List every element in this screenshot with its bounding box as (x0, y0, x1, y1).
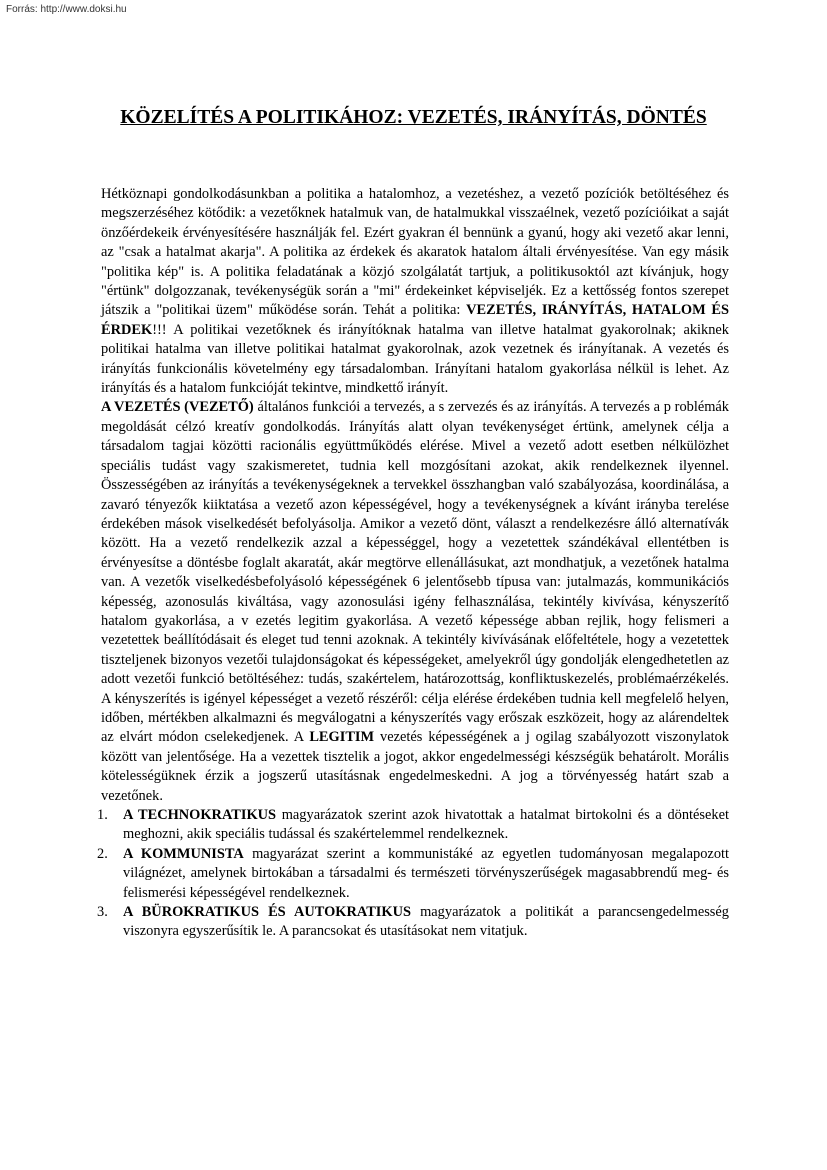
list-item (97, 903, 729, 942)
list-item-text: magyarázatok a politikát a parancsengedelmesség viszonyra egyszerűsítik le. A parancsokat és utasításokat nem vitatjuk. (123, 904, 729, 940)
list-number: 3. (97, 904, 108, 921)
paragraph-intro (101, 185, 729, 398)
paragraph-leadership (101, 398, 729, 806)
list-number: 2. (97, 845, 108, 862)
emphasis-text: A VEZETÉS (VEZETŐ) (101, 399, 254, 416)
paragraph-text: !!! A politikai vezetőknek és irányítóknak hatalma van illetve hatalmat gyakorolnak; akiknek politikai hatalma van illetve politikai hatalmat gyakorolnak, azok vezetnek és irányítanak. A vezetés és irányítás funkcionális követelmény egy társadalomban. Irányítani hatalom gyakorlása nélkül is lehet. Az irányítás és a hatalom funkcióját tekintve, mindkettő irányít. (101, 321, 729, 397)
explanations-list (97, 806, 730, 942)
list-item (97, 806, 729, 845)
list-number: 1. (97, 807, 108, 823)
emphasis-text: LEGITIM (309, 729, 375, 746)
paragraph-text: Hétköznapi gondolkodásunkban a politika a hatalomhoz, a vezetéshez, a vezető pozíciók betöltéséhez és megszerzéséhez kötődik: a vezetőknek hatalmuk van, de hatalmukkal visszaélnek, vezető pozícióikat a saját önzőérdekeik érvényesítésére használják fel. Ezért gyakran él bennünk a gyanú, hogy aki vezető akar lenni, az "csak a hatalmat akarja". A politika az érdekek és akaratok hatalom általi érvényesítése. Van egy másik "politika kép" is. A politika feladatának a közjó szolgálatát tartjuk, a politikusoktól azt kívánjuk, hogy "értünk" dolgozzanak, tevékenységük során a "mi" érdekeinket képviseljék. Ez a kettősség fontos szerepet játszik a "politikai üzem" működése során. Tehát a politika: (101, 186, 729, 319)
document-title: KÖZELÍTÉS A POLITIKÁHOZ: VEZETÉS, IRÁNYÍTÁS, DÖNTÉS (120, 107, 707, 128)
paragraph-text: vezetés képességének a j ogilag szabályozott viszonylatok között van jelentősége. Ha a vezettek tisztelik a jogot, akkor engedelmességi készségük behatárolt. Morális kötelességüknek érzik a jogszerű utasításnak engedelmeskedni. A jog a törvényesség határt szab a vezetőnek. (101, 729, 729, 804)
emphasis-text: A KOMMUNISTA (123, 845, 244, 862)
emphasis-text: A BÜROKRATIKUS ÉS AUTOKRATIKUS (123, 904, 411, 921)
list-item-text: magyarázatok szerint azok hivatottak a hatalmat birtokolni és a döntéseket meghozni, akik speciális tudással és szakértelemmel rendelkeznek. (123, 807, 729, 843)
list-item-text: magyarázat szerint a kommunistáké az egyetlen tudományosan megalapozott világnézet, amelynek birtokában a társadalmi és természeti törvényszerűségek magasabbrendű meg- és felismerési képességével rendelkeznek. (123, 845, 730, 901)
emphasis-text: VEZETÉS, IRÁNYÍTÁS, HATALOM ÉS ÉRDEK (101, 302, 729, 338)
emphasis-text: A TECHNOKRATIKUS (123, 807, 277, 823)
document-body (97, 185, 730, 942)
paragraph-text: általános funkciói a tervezés, a s zervezés és az irányítás. A tervezés a p roblémák megoldását célzó kreatív gondolkodás. Irányítás alatt olyan tevékenységet értünk, amelynek célja a társadalom tagjai közötti racionális együttműködés elérése. Mivel a vezető adott esetben nélkülözhet speciális tudást vagy szakismeretet, tudnia kell mozgósítani azokat, akik rendelkeznek ilyennel. Összességében az irányítás a tevékenységeknek a tervekkel összhangban való szabályozása, koordinálása, a zavaró tényezők kiiktatása a vezető azon képességével, hogy a tevékenységnek a kívánt irányba terelése érdekében mások viselkedését befolyásolja. Amikor a vezető dönt, választ a rendelkezésre álló alternatívák között. Ha a vezető rendelkezik azzal a képességgel, hogy a vezetettek szándékával ellentétben is érvényesítse a döntésbe foglalt akaratát, akár megtörve ellenállásukat, azt mondhatjuk, a vezetőnek hatalma van. A vezetők viselkedésbefolyásoló képességének 6 jelentősebb típusa van: jutalmazás, kommunikációs képesség, azonosulás kiváltása, vagy azonosulási igény felhasználása, tekintély kivívása, kényszerítő hatalom gyakorlása, a v ezetés legitim gyakorlása. A vezető képessége abban rejlik, hogy felismeri a vezetettek beállítódásait és eleget tud tenni azoknak. A tekintély kivívásának előfeltétele, hogy a vezetettek tiszteljenek bizonyos vezetői tulajdonságokat és képességeket, amelyekről úgy gondolják elengedhetetlen az adott vezetői funkció betöltéséhez: tudás, szakértelem, határozottság, konfliktuskezelés, problémaérzékelés. A kényszerítés is igényel képességet a vezető részéről: célja elérése érdekében tudnia kell megfelelő helyen, időben, mértékben alkalmazni és megválogatni a kényszerítés vagy erőszak eszközeit, hogy az alárendeltek az elvárt módon cselekedjenek. A (101, 399, 729, 746)
source-url: Forrás: http://www.doksi.hu (6, 4, 127, 15)
list-item (97, 845, 730, 903)
